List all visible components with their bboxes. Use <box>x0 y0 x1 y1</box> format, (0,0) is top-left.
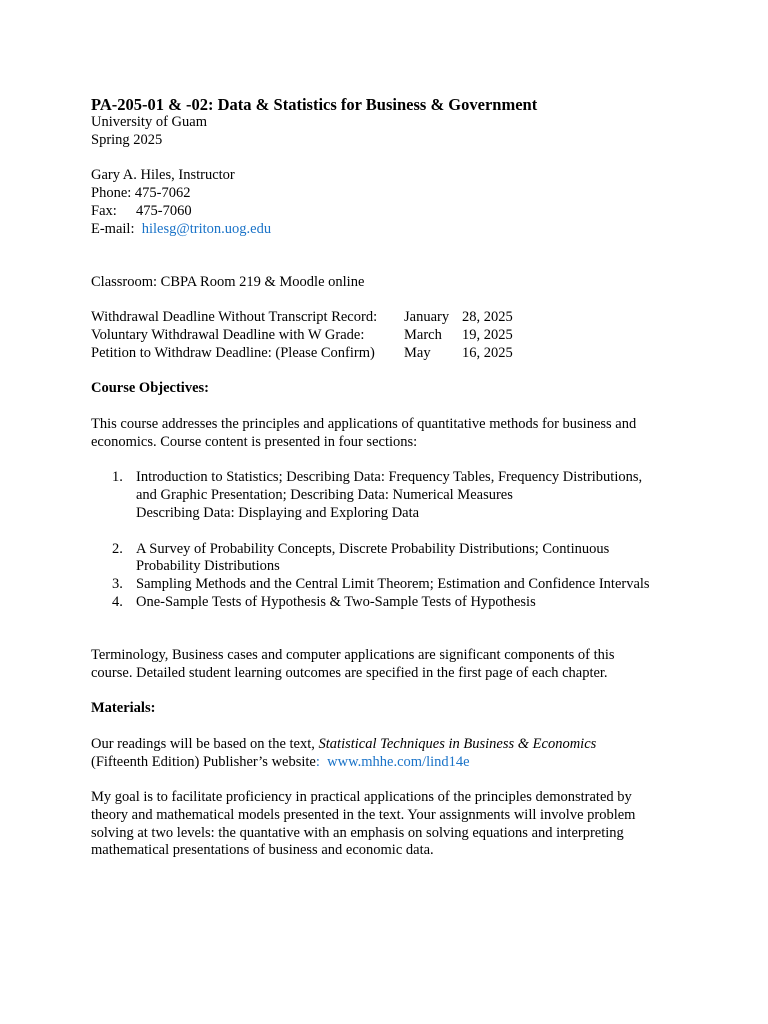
edition-line <box>91 754 691 772</box>
list-item-text: One-Sample Tests of Hypothesis & Two-Sample Tests of Hypothesis <box>136 593 536 610</box>
list-item-text: Probability Distributions <box>136 558 280 575</box>
deadline-row <box>91 327 513 345</box>
deadline-label: Petition to Withdraw Deadline: (Please Confirm) <box>91 344 375 361</box>
course-sections-list <box>91 469 691 611</box>
deadline-label: Voluntary Withdrawal Deadline with W Grade: <box>91 326 365 343</box>
fax-label: Fax: <box>91 202 117 219</box>
deadline-date: 19, 2025 <box>462 326 513 343</box>
phone-number: Phone: 475-7062 <box>91 185 191 202</box>
list-item-text: Sampling Methods and the Central Limit Theorem; Estimation and Confidence Intervals <box>136 576 650 593</box>
edition-text: (Fifteenth Edition) Publisher’s website <box>91 753 316 770</box>
list-item <box>91 541 691 577</box>
list-item <box>91 576 691 594</box>
list-item <box>91 469 691 540</box>
publisher-website-link[interactable]: www.mhhe.com/lind14e <box>327 753 470 770</box>
deadline-label: Withdrawal Deadline Without Transcript Record: <box>91 309 378 326</box>
classroom-info: Classroom: CBPA Room 219 & Moodle online <box>91 273 365 290</box>
objectives-heading: Course Objectives: <box>91 380 209 397</box>
university-name: University of Guam <box>91 114 207 130</box>
email-label: E-mail: <box>91 220 135 237</box>
course-title: PA-205-01 & -02: Data & Statistics for Business & Government <box>91 95 538 114</box>
term: Spring 2025 <box>91 131 163 148</box>
objectives-summary-line: Terminology, Business cases and computer applications are significant components of this <box>91 646 615 663</box>
readings-line <box>91 736 691 754</box>
deadline-date: 16, 2025 <box>462 344 513 361</box>
deadline-row <box>91 345 513 363</box>
readings-prefix: Our readings will be based on the text, <box>91 735 319 752</box>
deadline-row <box>91 309 513 327</box>
goal-line: solving at two levels: the quantative with an emphasis on solving equations and interpreting <box>91 824 624 841</box>
list-item-number: 3. <box>112 576 123 593</box>
list-item-text: Describing Data: Displaying and Exploring Data <box>136 504 420 521</box>
instructor-name: Gary A. Hiles, Instructor <box>91 167 235 184</box>
objectives-summary-line: course. Detailed student learning outcomes are specified in the first page of each chapter. <box>91 664 608 681</box>
list-item-number: 4. <box>112 593 123 610</box>
deadline-date: 28, 2025 <box>462 309 513 326</box>
list-item-number: 1. <box>112 469 123 486</box>
deadline-month: March <box>404 326 442 343</box>
book-title: Statistical Techniques in Business & Economics <box>318 735 597 752</box>
fax-line <box>91 203 691 221</box>
fax-number: 475-7060 <box>136 202 192 219</box>
contact-block <box>91 167 691 238</box>
materials-heading: Materials: <box>91 700 156 717</box>
objectives-intro-line: economics. Course content is presented in four sections: <box>91 433 418 450</box>
list-item-text: and Graphic Presentation; Describing Data: Numerical Measures <box>136 487 513 504</box>
list-item-number: 2. <box>112 540 123 557</box>
deadline-month: January <box>404 309 450 326</box>
list-item <box>91 594 691 612</box>
objectives-intro-line: This course addresses the principles and applications of quantitative methods for business and <box>91 415 637 432</box>
goal-line: theory and mathematical models presented in the text. Your assignments will involve problem <box>91 806 636 823</box>
deadline-month: May <box>404 344 431 361</box>
list-item-text: A Survey of Probability Concepts, Discrete Probability Distributions; Continuous <box>136 540 610 557</box>
email-line <box>91 221 691 239</box>
deadlines-table <box>91 309 513 362</box>
syllabus-page <box>91 95 691 860</box>
goal-line: My goal is to facilitate proficiency in practical applications of the principles demonstrated by <box>91 789 632 806</box>
goal-line: mathematical presentations of business and economic data. <box>91 842 434 859</box>
website-colon: : <box>315 753 320 770</box>
list-item-text: Introduction to Statistics; Describing Data: Frequency Tables, Frequency Distributions, <box>136 469 643 486</box>
email-link[interactable]: hilesg@triton.uog.edu <box>141 220 272 237</box>
